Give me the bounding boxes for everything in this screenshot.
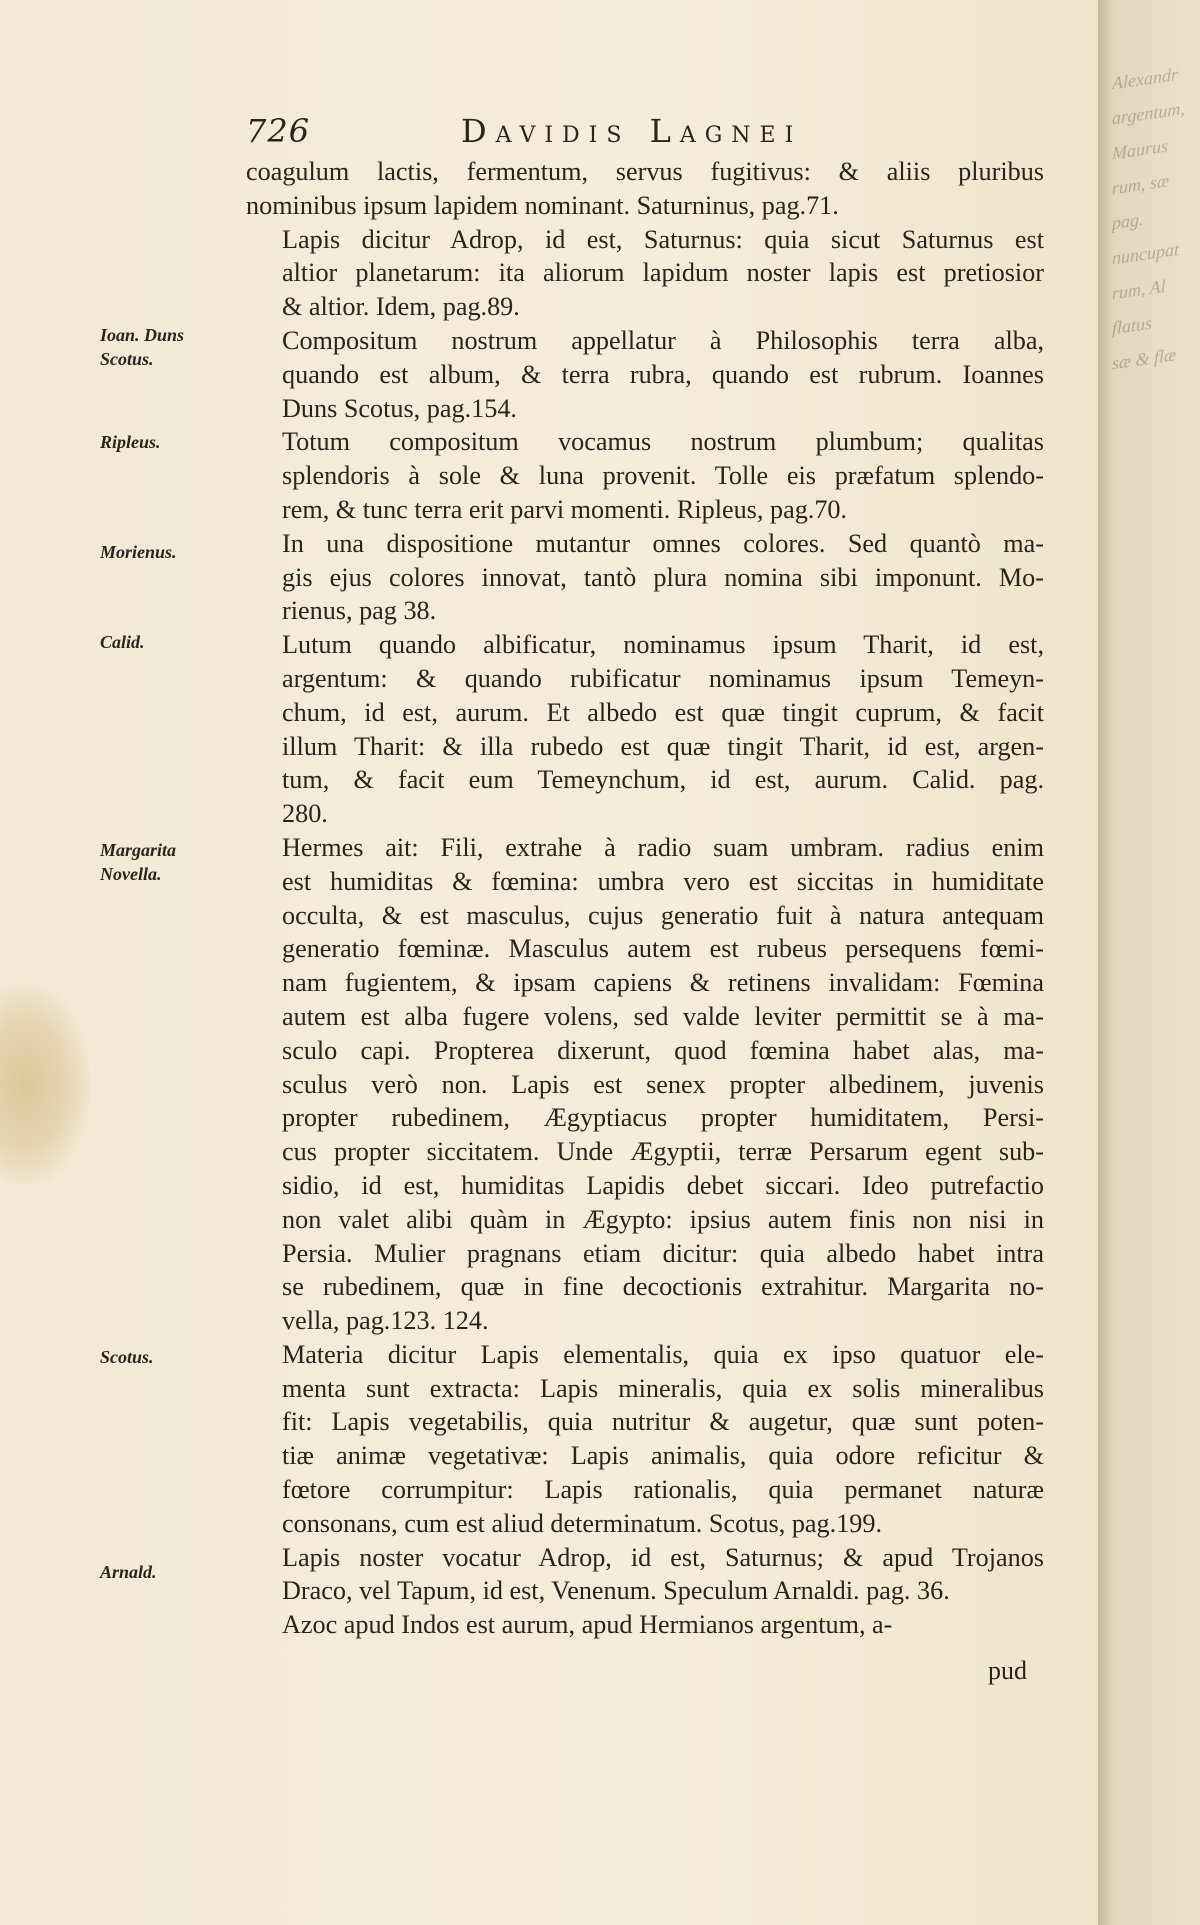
text-line: est humiditas & fœmina: umbra vero est siccitas in humiditate [282, 866, 1044, 896]
text-line: menta sunt extracta: Lapis mineralis, quia ex solis mineralibus [282, 1373, 1044, 1403]
margin-note: Morienus. [100, 542, 177, 562]
margin-note: Arnald. [100, 1562, 157, 1582]
text-line: Azoc apud Indos est aurum, apud Hermianos argentum, a- [282, 1610, 893, 1640]
text-line: Lapis noster vocatur Adrop, id est, Saturnus; & apud Trojanos [282, 1542, 1044, 1572]
text-line: autem est alba fugere volens, sed valde leviter permittit se à ma- [282, 1001, 1044, 1031]
margin-note: Margarita Novella. [100, 840, 177, 884]
text-line: tum, & facit eum Temeynchum, id est, aurum. Calid. pag. [282, 765, 1044, 795]
adjacent-fragment: rum, sæ [1112, 170, 1170, 199]
text-line: rienus, pag 38. [282, 596, 437, 626]
text-line: tiæ animæ vegetativæ: Lapis animalis, quia odore reficitur & [282, 1441, 1044, 1471]
text-line: rem, & tunc terra erit parvi momenti. Ripleus, pag.70. [282, 494, 848, 524]
text-line: Lapis dicitur Adrop, id est, Saturnus: quia sicut Saturnus est [282, 224, 1044, 254]
text-line: Compositum nostrum appellatur à Philosophis terra alba, [282, 325, 1044, 355]
margin-note: Calid. [100, 632, 145, 652]
text-line: cus propter siccitatem. Unde Ægyptii, terræ Persarum egent sub- [282, 1137, 1044, 1167]
text-line: nam fugientem, & ipsam capiens & retinens invalidam: Fœmina [282, 968, 1044, 998]
text-line: occulta, & est masculus, cujus generatio fuit à natura antequam [282, 900, 1044, 930]
adjacent-fragment: sæ & flæ [1112, 344, 1177, 374]
paragraph [246, 1541, 1044, 1609]
margin-note: Scotus. [100, 1347, 154, 1367]
text-line: & altior. Idem, pag.89. [282, 292, 520, 322]
text-line: nominibus ipsum lapidem nominant. Saturninus, pag.71. [246, 190, 839, 220]
text-line: quando est album, & terra rubra, quando est rubrum. Ioannes [282, 359, 1044, 389]
text-line: Persia. Mulier pragnans etiam dicitur: quia albedo habet intra [282, 1238, 1044, 1268]
text-line: propter rubedinem, Ægyptiacus propter humiditatem, Persi- [282, 1103, 1044, 1133]
paragraph [246, 223, 1044, 324]
text-line: se rubedinem, quæ in fine decoctionis extrahitur. Margarita no- [282, 1272, 1044, 1302]
adjacent-fragment: argentum, [1112, 98, 1185, 129]
page-header [246, 112, 1046, 152]
adjacent-page-text [1112, 54, 1200, 382]
margin-note: Ripleus. [100, 432, 161, 452]
text-line: sidio, id est, humiditas Lapidis debet siccari. Ideo putrefactio [282, 1170, 1044, 1200]
running-title: Davidis Lagnei [461, 112, 803, 150]
text-line: argentum: & quando rubificatur nominamus ipsum Temeyn- [282, 663, 1044, 693]
page-number: 726 [246, 112, 311, 150]
adjacent-fragment: nuncupat [1112, 238, 1179, 269]
text-line: coagulum lactis, fermentum, servus fugitivus: & aliis pluribus [246, 157, 1044, 186]
text-line: consonans, cum est aliud determinatum. Scotus, pag.199. [282, 1508, 883, 1538]
text-line: gis ejus colores innovat, tantò plura nomina sibi imponunt. Mo- [282, 562, 1044, 592]
margin-note: Ioan. Duns Scotus. [100, 325, 185, 369]
adjacent-fragment: Maurus [1112, 135, 1169, 164]
text-line: Totum compositum vocamus nostrum plumbum; qualitas [282, 427, 1044, 457]
adjacent-fragment: Alexandr [1112, 64, 1178, 94]
text-line: fit: Lapis vegetabilis, quia nutritur & augetur, quæ sunt poten- [282, 1407, 1044, 1437]
text-line: Materia dicitur Lapis elementalis, quia ex ipso quatuor ele- [282, 1339, 1044, 1369]
text-line: splendoris à sole & luna provenit. Tolle eis præfatum splendo- [282, 461, 1044, 491]
paragraph [246, 324, 1044, 425]
text-line: non valet alibi quàm in Ægypto: ipsius autem finis non nisi in [282, 1204, 1044, 1234]
text-line: Lutum quando albificatur, nominamus ipsum Tharit, id est, [282, 630, 1044, 660]
text-line: vella, pag.123. 124. [282, 1306, 489, 1336]
page-stain [0, 985, 90, 1185]
paragraph [246, 628, 1044, 831]
text-line: generatio fœminæ. Masculus autem est rubeus persequens fœmi- [282, 934, 1044, 964]
text-line: 280. [282, 799, 328, 829]
adjacent-fragment: flatus [1112, 312, 1153, 339]
paragraph [246, 155, 1044, 223]
text-line: In una dispositione mutantur omnes colores. Sed quantò ma- [282, 528, 1044, 558]
text-line: Duns Scotus, pag.154. [282, 393, 517, 423]
text-line: sculus verò non. Lapis est senex propter albedinem, juvenis [282, 1069, 1044, 1099]
text-line: Hermes ait: Fili, extrahe à radio suam umbram. radius enim [282, 832, 1044, 862]
text-line: Draco, vel Tapum, id est, Venenum. Speculum Arnaldi. pag. 36. [282, 1576, 950, 1606]
text-line: sculo capi. Propterea dixerunt, quod fœmina habet alas, ma- [282, 1035, 1044, 1065]
paragraph [246, 831, 1044, 1338]
paragraph [246, 1338, 1044, 1541]
text-line: fœtore corrumpitur: Lapis rationalis, quia permanet naturæ [282, 1475, 1044, 1505]
text-line: chum, id est, aurum. Et albedo est quæ tingit cuprum, & facit [282, 697, 1044, 727]
text-line: illum Tharit: & illa rubedo est quæ tingit Tharit, id est, argen- [282, 731, 1044, 761]
adjacent-fragment: pag. [1112, 208, 1144, 234]
adjacent-page-edge [1098, 0, 1200, 1925]
catchword: pud [988, 1656, 1027, 1685]
paragraph [246, 1608, 1044, 1642]
text-line: altior planetarum: ita aliorum lapidum noster lapis est pretiosior [282, 258, 1044, 288]
body-text [246, 155, 1044, 1642]
paragraph [246, 425, 1044, 526]
adjacent-fragment: rum, Al [1112, 275, 1166, 304]
paragraph [246, 527, 1044, 628]
